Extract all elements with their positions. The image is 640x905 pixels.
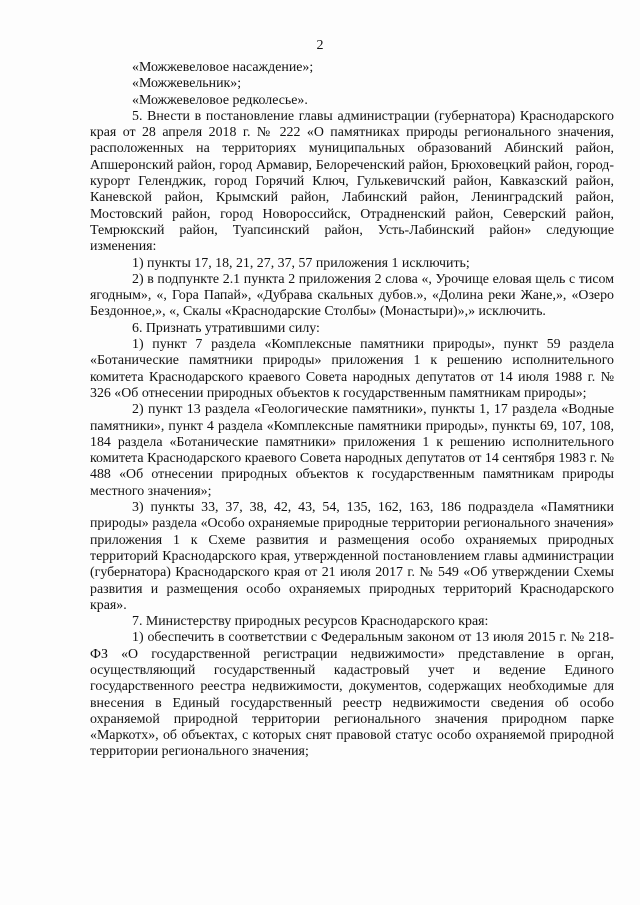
list-line: «Можжевеловое редколесье». bbox=[132, 92, 308, 108]
page-number: 2 bbox=[316, 38, 324, 53]
clause-6-item-3: 3) пункты 33, 37, 38, 42, 43, 54, 135, 162, 163, 186 подраздела «Памятники природы» раздела «Особо охраняемые природные территории регионального значения» приложения 1 к Схеме развития и размещения особо охраняемых природных территорий Краснодарского края, утвержденной постановлением главы администрации (губернатора) Краснодарского края от 21 июля 2017 г. № 549 «Об утверждении Схемы развития и размещения особо охраняемых природных территорий Краснодарского края». bbox=[90, 500, 614, 613]
clause-7-item-1: 1) обеспечить в соответствии с Федеральным законом от 13 июля 2015 г. № 218-ФЗ «О государственной регистрации недвижимости» представление в орган, осуществляющий государственный кадастровый учет и ведение Единого государственного реестра недвижимости, документов, содержащих необходимые для внесения в Единый государственный реестр недвижимости сведения об особо охраняемой природной территории регионального значения природном парке «Маркотх», об объектах, с которых снят правовой статус особо охраняемой природной территории регионального значения; bbox=[90, 630, 614, 760]
list-line: «Можжевеловое насаждение»; bbox=[132, 60, 314, 75]
document-body bbox=[90, 60, 614, 761]
clause-7: 7. Министерству природных ресурсов Краснодарского края: bbox=[132, 614, 489, 630]
clause-6-item-1: 1) пункт 7 раздела «Комплексные памятники природы», пункт 59 раздела «Ботанические памятники природы» приложения 1 к решению исполнительного комитета Краснодарского краевого Совета народных депутатов от 14 июля 1988 г. № 326 «Об отнесении природных объектов к государственным памятникам природы»; bbox=[90, 337, 614, 401]
clause-5-item-2: 2) в подпункте 2.1 пункта 2 приложения 2 слова «, Урочище еловая щель с тисом ягодным», «, Гора Папай», «Дубрава скальных дубов.», «Долина реки Жане,», «Озеро Бездонное,», «, Скалы «Краснодарские Столбы» (Монастыри)»,» исключить. bbox=[90, 271, 614, 320]
clause-5-item-1: 1) пункты 17, 18, 21, 27, 37, 57 приложения 1 исключить; bbox=[132, 255, 470, 271]
clause-6-item-2: 2) пункт 13 раздела «Геологические памятники», пункты 1, 17 раздела «Водные памятники», пункт 4 раздела «Комплексные памятники природы», пункты 69, 107, 108, 184 раздела «Ботанические памятники» приложения 1 к решению исполнительного комитета Краснодарского краевого Совета народных депутатов от 14 сентября 1983 г. № 488 «Об отнесении природных объектов к государственным памятникам природы местного значения»; bbox=[90, 402, 614, 499]
clause-5: 5. Внести в постановление главы администрации (губернатора) Краснодарского края от 28 апреля 2018 г. № 222 «О памятниках природы регионального значения, расположенных на территориях муниципальных образований Абинский район, Апшеронский район, город Армавир, Белореченский район, Брюховецкий район, город-курорт Геленджик, город Горячий Ключ, Гулькевичский район, Кавказский район, Каневской район, Крымский район, Лабинский район, Ленинградский район, Мостовский район, город Новороссийск, Отрадненский район, Северский район, Темрюкский район, Туапсинский район, Усть-Лабинский район» следующие изменения: bbox=[90, 108, 614, 255]
clause-6: 6. Признать утратившими силу: bbox=[132, 320, 320, 336]
list-line: «Можжевельник»; bbox=[132, 76, 242, 92]
